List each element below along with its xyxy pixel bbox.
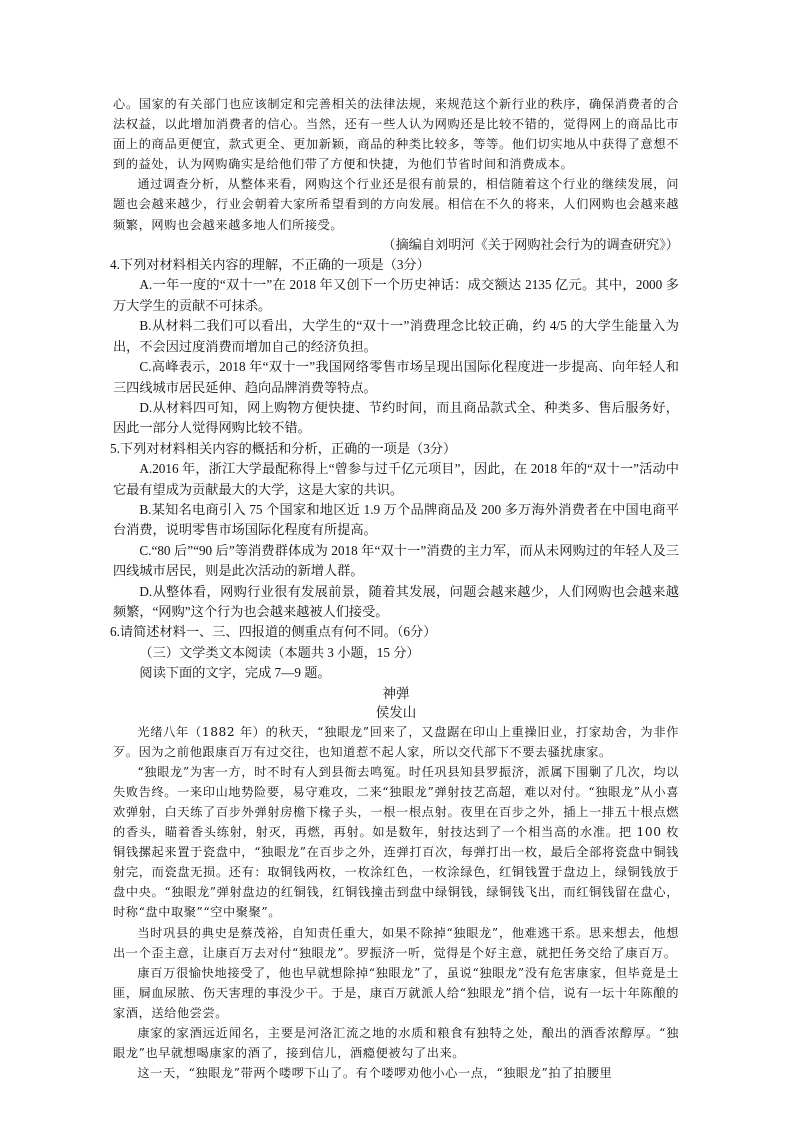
question-4-stem: 4.下列对材料相关内容的理解，不正确的一项是（3分） <box>110 257 430 273</box>
question-6-stem: 6.请简述材料一、三、四报道的侧重点有何不同。（6分） <box>110 624 437 640</box>
section-heading: （三）文学类文本阅读（本题共 3 小题，15 分） <box>139 644 420 660</box>
question-4-option-a: A.一年一度的“双十一”在 2018 年又创下一个历史神话：成交额达 2135 亿元。其中，2000 多万大学生的贡献不可抹杀。 <box>113 277 679 313</box>
story-paragraph: 光绪八年（1882 年）的秋天，“独眼龙”回来了，又盘踞在印山上重操旧业，打家劫舍，为非作歹。因为之前他跟康百万有过交往，也知道惹不起人家，所以交代部下不要去骚扰康家。 <box>113 724 679 759</box>
material-paragraph: 心。国家的有关部门也应该制定和完善相关的法律法规，来规范这个新行业的秩序，确保消费者的合法权益，以此增加消费者的信心。当然，还有一些人认为网购还是比较不错的，觉得网上的商品比市面上的商品更便宜，款式更全、更加新颖，商品的种类比较多，等等。他们切实地从中获得了意想不到的益处，认为网购确实是给他们带了方便和快捷，为他们节省时间和消费成本。 <box>113 97 679 172</box>
story-paragraph: “独眼龙”为害一方，时不时有人到县衙去鸣冤。时任巩县知县罗振济，派属下围剿了几次，均以失败告终。一来印山地势险要，易守难攻，二来“独眼龙”弹射技艺高超，难以对付。“独眼龙”从小喜欢弹射，白天练了百步外弹射房檐下椽子头，一根一根点射。夜里在百步之外，插上一排五十根点燃的香头，瞄着香头练射，射灭，再燃，再射。如是数年，射技达到了一个相当高的水准。把 100 枚铜钱摞起来置于瓷盘中，“独眼龙”在百步之外，连弹打百次，每弹打出一枚，最后全部将瓷盘中铜钱射完，而瓷盘无损。还有：取铜钱两枚，一枚涂红色，一枚涂绿色，红铜钱置于盘边上，绿铜钱放于盘中央。“独眼龙”弹射盘边的红铜钱，红铜钱撞击到盘中绿铜钱，绿铜钱飞出，而红铜钱留在盘心，时称“盘中取聚”“空中聚聚”。 <box>113 764 679 920</box>
question-4-option-c: C.高峰表示，2018 年“双十一”我国网络零售市场呈现出国际化程度进一步提高、向年轻人和三四线城市居民延伸、趋向品牌消费等特点。 <box>113 359 679 395</box>
question-5-option-d: D.从整体看，网购行业很有发展前景，随着其发展，问题会越来越少，人们网购也会越来越频繁，“网购”这个行为也会越来越被人们接受。 <box>113 583 679 619</box>
story-paragraph: 康家的家酒远近闻名，主要是河洛汇流之地的水质和粮食有独特之处，酿出的酒香浓醇厚。“独眼龙”也早就想喝康家的酒了，接到信儿，酒瘾便被勾了出来。 <box>113 1026 679 1061</box>
section-instruction: 阅读下面的文字，完成 7—9 题。 <box>139 665 331 681</box>
question-4-option-d: D.从材料四可知，网上购物方便快捷、节约时间，而且商品款式全、种类多、售后服务好，因此一部分人觉得网购比较不错。 <box>113 399 679 436</box>
story-title: 神弹 <box>382 685 410 701</box>
story-paragraph: 康百万很愉快地接受了，他也早就想除掉“独眼龙”了，虽说“独眼龙”没有危害康家，但毕竟是土匪，屙血尿脓、伤天害理的事没少干。于是，康百万就派人给“独眼龙”捎个信，说有一坛十年陈酿的家酒，送给他尝尝。 <box>113 965 679 1020</box>
question-5-option-c: C.“80 后”“90 后”等消费群体成为 2018 年“双十一”消费的主力军，而从未网购过的年轻人及三四线城市居民，则是此次活动的新增人群。 <box>113 542 679 579</box>
question-5-stem: 5.下列对材料相关内容的概括和分析，正确的一项是（3分） <box>110 440 457 456</box>
document-page <box>110 94 679 1083</box>
material-source: （摘编自刘明河《关于网购社会行为的调查研究》） <box>382 236 679 252</box>
question-5-option-b: B.某知名电商引入 75 个国家和地区近 1.9 万个品牌商品及 200 多万海外消费者在中国电商平台消费，说明零售市场国际化程度有所提高。 <box>113 501 679 538</box>
story-paragraph: 这一天，“独眼龙”带两个喽啰下山了。有个喽啰劝他小心一点，“独眼龙”拍了拍腰里 <box>137 1066 613 1081</box>
story-author: 侯发山 <box>375 704 417 720</box>
question-4-option-b: B.从材料二我们可以看出，大学生的“双十一”消费理念比较正确，约 4/5 的大学生能量入为出，不会因过度消费而增加自己的经济负担。 <box>113 318 679 354</box>
story-paragraph: 当时巩县的典史是蔡茂裕，自知责任重大，如果不除掉“独眼龙”，他难逃干系。思来想去，他想出一个歪主意，让康百万去对付“独眼龙”。罗振济一听，觉得是个好主意，就把任务交给了康百万。 <box>113 925 679 960</box>
question-5-option-a: A.2016 年，浙江大学最配称得上“曾参与过千亿元项目”，因此，在 2018 年的“双十一”活动中它最有望成为贡献最大的大学，这是大家的共识。 <box>113 461 679 497</box>
material-paragraph: 通过调查分析，从整体来看，网购这个行业还是很有前景的，相信随着这个行业的继续发展，问题也会越来越少，行业会朝着大家所希望看到的方向发展。相信在不久的将来，人们网购也会越来越频繁，网购也会越来越多地人们所接受。 <box>113 177 679 232</box>
